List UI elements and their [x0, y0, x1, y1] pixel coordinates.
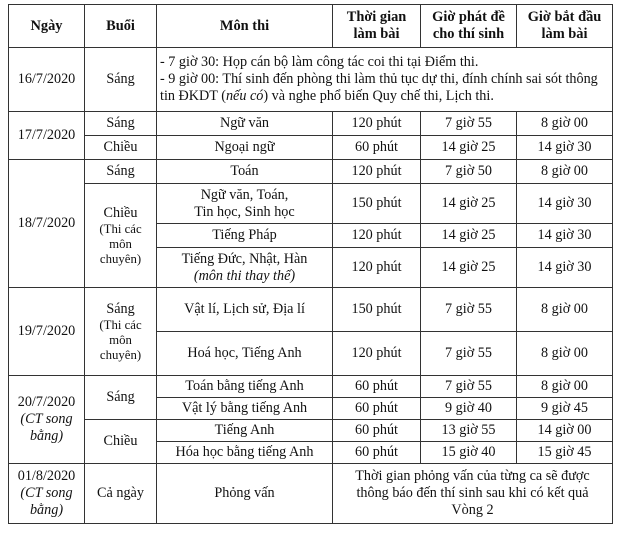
issue-time-cell: 14 giờ 25	[421, 248, 517, 288]
start-time-cell: 8 giờ 00	[517, 160, 613, 184]
issue-time-cell: 14 giờ 25	[421, 136, 517, 160]
date-cell: 16/7/2020	[9, 48, 85, 112]
duration-cell: 120 phút	[333, 160, 421, 184]
notes-cell: - 7 giờ 30: Họp cán bộ làm công tác coi thi tại Điểm thi. - 9 giờ 00: Thí sinh đến phòng thi làm thủ tục dự thi, đính chính sai sót thông tin ĐKDT (nếu có) và nghe phổ biến Quy chế thi, Lịch thi.	[157, 48, 613, 112]
header-duration: Thời gian làm bài	[333, 5, 421, 48]
session-cell: Sáng (Thi các môn chuyên)	[85, 288, 157, 376]
start-time-cell: 8 giờ 00	[517, 288, 613, 332]
header-issue-time: Giờ phát đề cho thí sinh	[421, 5, 517, 48]
subject-cell: Ngữ văn, Toán, Tin học, Sinh học	[157, 184, 333, 224]
header-session: Buổi	[85, 5, 157, 48]
issue-time-cell: 7 giờ 55	[421, 332, 517, 376]
session-cell: Sáng	[85, 112, 157, 136]
header-start-time: Giờ bắt đầu làm bài	[517, 5, 613, 48]
table-row	[9, 48, 613, 112]
duration-cell: 60 phút	[333, 376, 421, 398]
session-cell: Sáng	[85, 376, 157, 420]
date-cell: 20/7/2020 (CT song bằng)	[9, 376, 85, 464]
subject-cell: Hoá học, Tiếng Anh	[157, 332, 333, 376]
duration-cell: 60 phút	[333, 442, 421, 464]
table-row	[9, 112, 613, 136]
date-cell: 01/8/2020 (CT song bằng)	[9, 464, 85, 524]
session-cell: Cả ngày	[85, 464, 157, 524]
start-time-cell: 8 giờ 00	[517, 332, 613, 376]
duration-cell: 60 phút	[333, 420, 421, 442]
subject-cell: Toán	[157, 160, 333, 184]
header-row	[9, 5, 613, 48]
date-cell: 18/7/2020	[9, 160, 85, 288]
subject-cell: Vật lí, Lịch sử, Địa lí	[157, 288, 333, 332]
issue-time-cell: 14 giờ 25	[421, 224, 517, 248]
start-time-cell: 8 giờ 00	[517, 376, 613, 398]
subject-cell: Tiếng Pháp	[157, 224, 333, 248]
start-time-cell: 8 giờ 00	[517, 112, 613, 136]
issue-time-cell: 7 giờ 55	[421, 112, 517, 136]
start-time-cell: 14 giờ 30	[517, 136, 613, 160]
session-cell: Sáng	[85, 160, 157, 184]
date-cell: 19/7/2020	[9, 288, 85, 376]
subject-cell: Tiếng Đức, Nhật, Hàn (môn thi thay thế)	[157, 248, 333, 288]
duration-cell: 60 phút	[333, 398, 421, 420]
duration-cell: 120 phút	[333, 224, 421, 248]
exam-schedule	[8, 4, 612, 524]
session-cell: Chiều	[85, 136, 157, 160]
table-row	[9, 464, 613, 524]
issue-time-cell: 14 giờ 25	[421, 184, 517, 224]
issue-time-cell: 7 giờ 55	[421, 288, 517, 332]
subject-cell: Phỏng vấn	[157, 464, 333, 524]
exam-schedule-table	[8, 4, 613, 524]
duration-cell: 120 phút	[333, 248, 421, 288]
date-cell: 17/7/2020	[9, 112, 85, 160]
start-time-cell: 15 giờ 45	[517, 442, 613, 464]
header-date: Ngày	[9, 5, 85, 48]
duration-cell: 120 phút	[333, 332, 421, 376]
subject-cell: Vật lý bằng tiếng Anh	[157, 398, 333, 420]
issue-time-cell: 7 giờ 55	[421, 376, 517, 398]
subject-cell: Hóa học bằng tiếng Anh	[157, 442, 333, 464]
table-row	[9, 420, 613, 442]
issue-time-cell: 13 giờ 55	[421, 420, 517, 442]
start-time-cell: 14 giờ 30	[517, 184, 613, 224]
duration-cell: 120 phút	[333, 112, 421, 136]
issue-time-cell: 15 giờ 40	[421, 442, 517, 464]
start-time-cell: 14 giờ 00	[517, 420, 613, 442]
header-subject: Môn thi	[157, 5, 333, 48]
subject-cell: Ngữ văn	[157, 112, 333, 136]
issue-time-cell: 7 giờ 50	[421, 160, 517, 184]
session-cell: Chiều	[85, 420, 157, 464]
start-time-cell: 14 giờ 30	[517, 248, 613, 288]
table-row	[9, 376, 613, 398]
duration-cell: 150 phút	[333, 184, 421, 224]
start-time-cell: 14 giờ 30	[517, 224, 613, 248]
session-cell: Sáng	[85, 48, 157, 112]
duration-cell: 150 phút	[333, 288, 421, 332]
subject-cell: Toán bằng tiếng Anh	[157, 376, 333, 398]
notes-cell: Thời gian phỏng vấn của từng ca sẽ được thông báo đến thí sinh sau khi có kết quả Vòng 2	[333, 464, 613, 524]
table-row	[9, 136, 613, 160]
table-row	[9, 160, 613, 184]
table-row	[9, 288, 613, 332]
session-cell: Chiều (Thi các môn chuyên)	[85, 184, 157, 288]
subject-cell: Tiếng Anh	[157, 420, 333, 442]
issue-time-cell: 9 giờ 40	[421, 398, 517, 420]
table-row	[9, 184, 613, 224]
start-time-cell: 9 giờ 45	[517, 398, 613, 420]
duration-cell: 60 phút	[333, 136, 421, 160]
subject-cell: Ngoại ngữ	[157, 136, 333, 160]
